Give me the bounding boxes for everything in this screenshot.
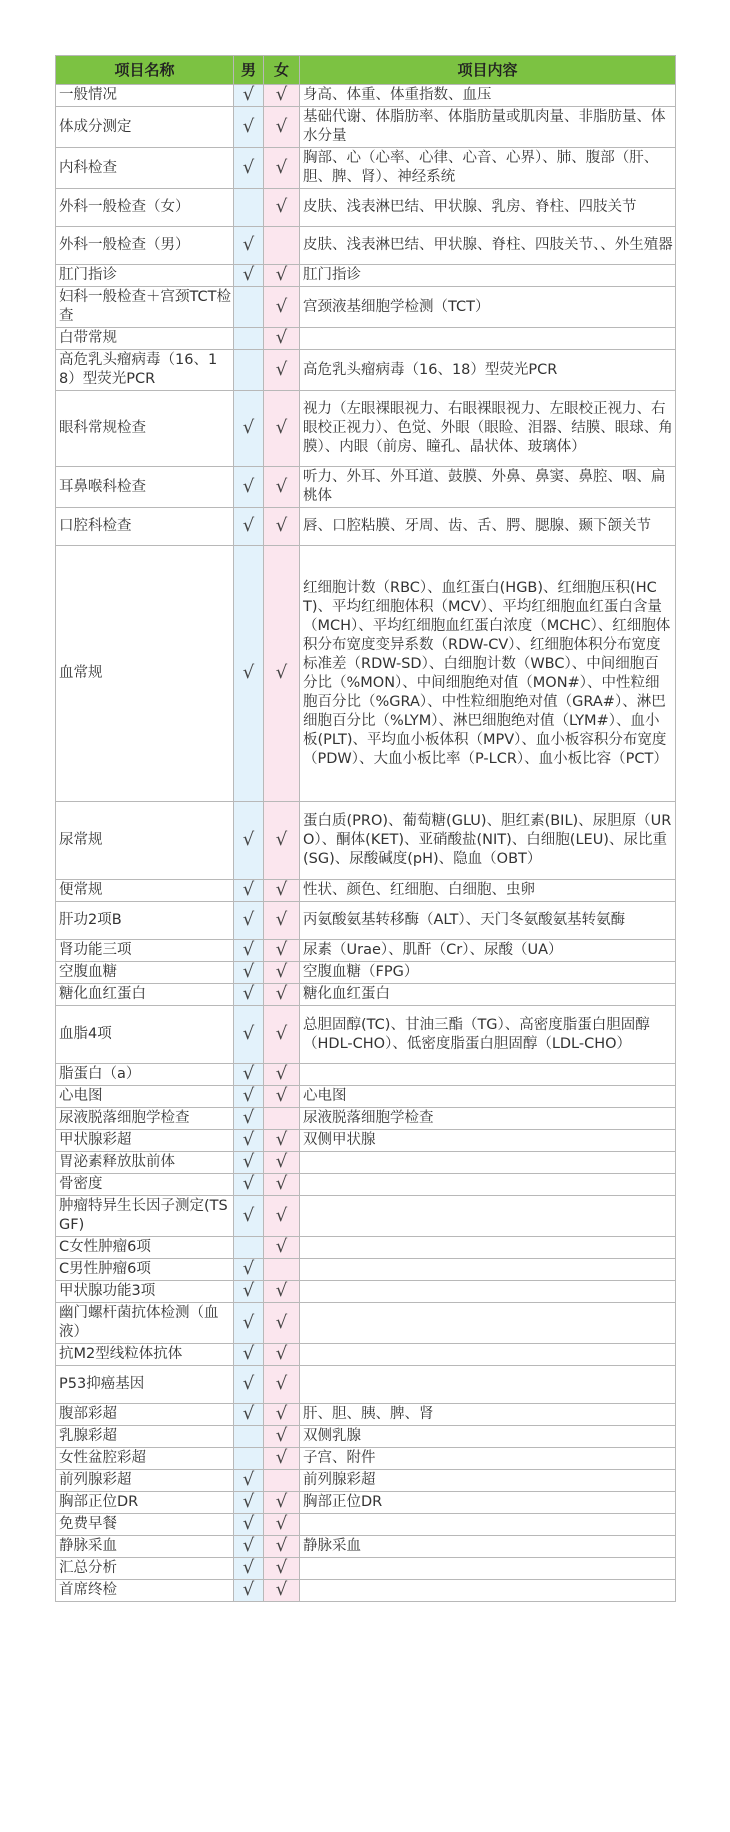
exam-items-table xyxy=(55,55,676,1602)
check-mark-icon: √ xyxy=(242,1557,255,1578)
check-mark-icon: √ xyxy=(275,939,288,960)
female-cell xyxy=(264,148,300,189)
check-mark-icon: √ xyxy=(242,1023,255,1044)
item-content-cell: 肝、胆、胰、脾、肾 xyxy=(300,1404,676,1426)
check-mark-icon: √ xyxy=(242,1151,255,1172)
check-mark-icon: √ xyxy=(242,961,255,982)
table-row xyxy=(56,1366,676,1404)
check-mark-icon: √ xyxy=(275,417,288,438)
item-name-cell: 内科检查 xyxy=(56,148,234,189)
male-cell xyxy=(234,1006,264,1064)
male-cell xyxy=(234,1259,264,1281)
item-name-cell: 免费早餐 xyxy=(56,1514,234,1536)
male-cell xyxy=(234,467,264,508)
female-cell xyxy=(264,1470,300,1492)
female-cell xyxy=(264,962,300,984)
item-name-cell: 抗M2型线粒体抗体 xyxy=(56,1344,234,1366)
table-row xyxy=(56,1404,676,1426)
item-name-cell: 胃泌素释放肽前体 xyxy=(56,1152,234,1174)
table-row xyxy=(56,802,676,880)
male-cell xyxy=(234,227,264,265)
item-name-cell: 眼科常规检查 xyxy=(56,391,234,467)
table-row xyxy=(56,1006,676,1064)
item-content-cell: 胸部、心（心率、心律、心音、心界）、肺、腹部（肝、胆、脾、肾）、神经系统 xyxy=(300,148,676,189)
check-mark-icon: √ xyxy=(275,1204,288,1226)
item-name-cell: 口腔科检查 xyxy=(56,508,234,546)
item-name-cell: P53抑癌基因 xyxy=(56,1366,234,1404)
check-mark-icon: √ xyxy=(275,264,288,285)
table-row xyxy=(56,189,676,227)
check-mark-icon: √ xyxy=(242,84,255,105)
male-cell xyxy=(234,1580,264,1602)
table-row xyxy=(56,1514,676,1536)
female-cell xyxy=(264,227,300,265)
item-content-cell: 双侧甲状腺 xyxy=(300,1130,676,1152)
table-row xyxy=(56,508,676,546)
item-content-cell: 尿液脱落细胞学检查 xyxy=(300,1108,676,1130)
check-mark-icon: √ xyxy=(242,1491,255,1512)
check-mark-icon: √ xyxy=(275,1513,288,1534)
check-mark-icon: √ xyxy=(242,1063,255,1084)
item-content-cell: 唇、口腔粘膜、牙周、齿、舌、腭、腮腺、颞下颌关节 xyxy=(300,508,676,546)
female-cell xyxy=(264,1366,300,1404)
check-mark-icon: √ xyxy=(275,1425,288,1446)
check-mark-icon: √ xyxy=(275,327,288,348)
table-row xyxy=(56,1426,676,1448)
male-cell xyxy=(234,962,264,984)
item-name-cell: 肛门指诊 xyxy=(56,265,234,287)
check-mark-icon: √ xyxy=(275,115,288,137)
check-mark-icon: √ xyxy=(275,156,288,178)
check-mark-icon: √ xyxy=(242,475,255,497)
item-name-cell: 甲状腺功能3项 xyxy=(56,1281,234,1303)
item-content-cell: 静脉采血 xyxy=(300,1536,676,1558)
item-name-cell: 肾功能三项 xyxy=(56,940,234,962)
item-content-cell xyxy=(300,328,676,350)
table-row xyxy=(56,1580,676,1602)
male-cell xyxy=(234,1064,264,1086)
item-name-cell: 汇总分析 xyxy=(56,1558,234,1580)
check-mark-icon: √ xyxy=(275,1403,288,1424)
male-cell xyxy=(234,1108,264,1130)
table-row xyxy=(56,1448,676,1470)
item-content-cell xyxy=(300,1237,676,1259)
item-content-cell: 宫颈液基细胞学检测（TCT） xyxy=(300,287,676,328)
item-name-cell: 尿液脱落细胞学检查 xyxy=(56,1108,234,1130)
check-mark-icon: √ xyxy=(242,1513,255,1534)
check-mark-icon: √ xyxy=(275,879,288,900)
female-cell xyxy=(264,1303,300,1344)
item-content-cell xyxy=(300,1259,676,1281)
male-cell xyxy=(234,1426,264,1448)
item-name-cell: 外科一般检查（女） xyxy=(56,189,234,227)
item-name-cell: C男性肿瘤6项 xyxy=(56,1259,234,1281)
item-content-cell: 身高、体重、体重指数、血压 xyxy=(300,85,676,107)
male-cell xyxy=(234,148,264,189)
item-content-cell: 总胆固醇(TC)、甘油三酯（TG）、高密度脂蛋白胆固醇（HDL-CHO）、低密度脂蛋白胆固醇（LDL-CHO） xyxy=(300,1006,676,1064)
table-row xyxy=(56,1130,676,1152)
check-mark-icon: √ xyxy=(275,1343,288,1364)
table-row xyxy=(56,1196,676,1237)
item-name-cell: 脂蛋白（a） xyxy=(56,1064,234,1086)
check-mark-icon: √ xyxy=(242,1343,255,1364)
item-content-cell: 丙氨酸氨基转移酶（ALT）、天门冬氨酸氨基转氨酶 xyxy=(300,902,676,940)
female-cell xyxy=(264,1580,300,1602)
table-row xyxy=(56,1108,676,1130)
check-mark-icon: √ xyxy=(242,879,255,900)
item-name-cell: 糖化血红蛋白 xyxy=(56,984,234,1006)
item-name-cell: 肝功2项B xyxy=(56,902,234,940)
item-name-cell: 乳腺彩超 xyxy=(56,1426,234,1448)
female-cell xyxy=(264,508,300,546)
item-content-cell xyxy=(300,1303,676,1344)
check-mark-icon: √ xyxy=(242,1373,255,1394)
female-cell xyxy=(264,287,300,328)
item-content-cell xyxy=(300,1064,676,1086)
item-content-cell: 心电图 xyxy=(300,1086,676,1108)
header-male: 男 xyxy=(234,56,264,85)
table-row xyxy=(56,1536,676,1558)
male-cell xyxy=(234,1174,264,1196)
item-content-cell: 胸部正位DR xyxy=(300,1492,676,1514)
female-cell xyxy=(264,265,300,287)
male-cell xyxy=(234,1130,264,1152)
item-name-cell: 腹部彩超 xyxy=(56,1404,234,1426)
check-mark-icon: √ xyxy=(242,1311,255,1333)
female-cell xyxy=(264,1152,300,1174)
item-name-cell: 妇科一般检查＋宫颈TCT检查 xyxy=(56,287,234,328)
check-mark-icon: √ xyxy=(275,662,288,683)
table-row xyxy=(56,1470,676,1492)
male-cell xyxy=(234,1470,264,1492)
check-mark-icon: √ xyxy=(275,1280,288,1301)
item-content-cell xyxy=(300,1344,676,1366)
header-item-content: 项目内容 xyxy=(300,56,676,85)
table-row xyxy=(56,328,676,350)
check-mark-icon: √ xyxy=(242,1085,255,1106)
check-mark-icon: √ xyxy=(242,1129,255,1150)
female-cell xyxy=(264,85,300,107)
check-mark-icon: √ xyxy=(275,909,288,930)
table-row xyxy=(56,227,676,265)
check-mark-icon: √ xyxy=(242,662,255,683)
female-cell xyxy=(264,1086,300,1108)
male-cell xyxy=(234,1237,264,1259)
table-row xyxy=(56,265,676,287)
check-mark-icon: √ xyxy=(242,1204,255,1226)
check-mark-icon: √ xyxy=(275,983,288,1004)
check-mark-icon: √ xyxy=(242,234,255,255)
item-name-cell: 空腹血糖 xyxy=(56,962,234,984)
item-name-cell: 静脉采血 xyxy=(56,1536,234,1558)
check-mark-icon: √ xyxy=(242,1535,255,1556)
female-cell xyxy=(264,467,300,508)
item-name-cell: 尿常规 xyxy=(56,802,234,880)
check-mark-icon: √ xyxy=(242,909,255,930)
item-content-cell: 子宫、附件 xyxy=(300,1448,676,1470)
check-mark-icon: √ xyxy=(242,515,255,536)
check-mark-icon: √ xyxy=(242,1280,255,1301)
check-mark-icon: √ xyxy=(242,1173,255,1194)
item-name-cell: 前列腺彩超 xyxy=(56,1470,234,1492)
item-content-cell: 性状、颜色、红细胞、白细胞、虫卵 xyxy=(300,880,676,902)
female-cell xyxy=(264,1448,300,1470)
check-mark-icon: √ xyxy=(275,1557,288,1578)
check-mark-icon: √ xyxy=(242,1579,255,1600)
check-mark-icon: √ xyxy=(275,196,288,217)
item-name-cell: 血常规 xyxy=(56,546,234,802)
item-name-cell: 肿瘤特异生长因子测定(TSGF) xyxy=(56,1196,234,1237)
check-mark-icon: √ xyxy=(275,1151,288,1172)
item-name-cell: 甲状腺彩超 xyxy=(56,1130,234,1152)
female-cell xyxy=(264,802,300,880)
female-cell xyxy=(264,107,300,148)
item-content-cell: 基础代谢、体脂肪率、体脂肪量或肌肉量、非脂肪量、体水分量 xyxy=(300,107,676,148)
item-content-cell: 糖化血红蛋白 xyxy=(300,984,676,1006)
female-cell xyxy=(264,1281,300,1303)
table-row xyxy=(56,1281,676,1303)
male-cell xyxy=(234,984,264,1006)
table-row xyxy=(56,287,676,328)
male-cell xyxy=(234,508,264,546)
table-row xyxy=(56,1259,676,1281)
check-mark-icon: √ xyxy=(242,156,255,178)
male-cell xyxy=(234,1536,264,1558)
check-mark-icon: √ xyxy=(242,115,255,137)
male-cell xyxy=(234,1514,264,1536)
check-mark-icon: √ xyxy=(275,1311,288,1333)
check-mark-icon: √ xyxy=(242,1258,255,1279)
check-mark-icon: √ xyxy=(275,961,288,982)
check-mark-icon: √ xyxy=(275,475,288,497)
item-name-cell: 血脂4项 xyxy=(56,1006,234,1064)
table-row xyxy=(56,107,676,148)
item-content-cell: 红细胞计数（RBC）、血红蛋白(HGB)、红细胞压积(HCT)、平均红细胞体积（MCV）、平均红细胞血红蛋白含量（MCH）、平均红细胞血红蛋白浓度（MCHC）、红细胞体积分布宽度变异系数（RDW-CV）、红细胞体积分布宽度标准差（RDW-SD）、白细胞计数（WBC）、中间细胞百分比（%MON）、中间细胞绝对值（MON#）、中性粒细胞百分比（%GRA）、中性粒细胞绝对值（GRA#）、淋巴细胞百分比（%LYM）、淋巴细胞绝对值（LYM#）、血小板(PLT)、平均血小板体积（MPV）、血小板容积分布宽度（PDW）、大血小板比率（P-LCR）、血小板比容（PCT） xyxy=(300,546,676,802)
male-cell xyxy=(234,1086,264,1108)
male-cell xyxy=(234,902,264,940)
check-mark-icon: √ xyxy=(275,1085,288,1106)
female-cell xyxy=(264,546,300,802)
check-mark-icon: √ xyxy=(275,829,288,850)
check-mark-icon: √ xyxy=(275,295,288,317)
female-cell xyxy=(264,189,300,227)
table-row xyxy=(56,940,676,962)
item-content-cell xyxy=(300,1196,676,1237)
item-name-cell: 心电图 xyxy=(56,1086,234,1108)
item-content-cell xyxy=(300,1558,676,1580)
header-item-name: 项目名称 xyxy=(56,56,234,85)
item-name-cell: 白带常规 xyxy=(56,328,234,350)
check-mark-icon: √ xyxy=(275,1063,288,1084)
female-cell xyxy=(264,1259,300,1281)
female-cell xyxy=(264,1344,300,1366)
male-cell xyxy=(234,287,264,328)
male-cell xyxy=(234,1281,264,1303)
table-row xyxy=(56,1174,676,1196)
female-cell xyxy=(264,391,300,467)
item-name-cell: 幽门螺杆菌抗体检测（血液） xyxy=(56,1303,234,1344)
check-mark-icon: √ xyxy=(242,1469,255,1490)
item-content-cell: 皮肤、浅表淋巴结、甲状腺、乳房、脊柱、四肢关节 xyxy=(300,189,676,227)
item-content-cell: 肛门指诊 xyxy=(300,265,676,287)
male-cell xyxy=(234,328,264,350)
male-cell xyxy=(234,1558,264,1580)
check-mark-icon: √ xyxy=(275,1129,288,1150)
check-mark-icon: √ xyxy=(275,1173,288,1194)
item-content-cell xyxy=(300,1281,676,1303)
item-content-cell: 空腹血糖（FPG） xyxy=(300,962,676,984)
check-mark-icon: √ xyxy=(242,417,255,438)
item-content-cell xyxy=(300,1174,676,1196)
item-name-cell: 体成分测定 xyxy=(56,107,234,148)
item-name-cell: 外科一般检查（男） xyxy=(56,227,234,265)
item-name-cell: 一般情况 xyxy=(56,85,234,107)
table-row xyxy=(56,148,676,189)
item-content-cell: 双侧乳腺 xyxy=(300,1426,676,1448)
male-cell xyxy=(234,265,264,287)
table-row xyxy=(56,902,676,940)
item-name-cell: 首席终检 xyxy=(56,1580,234,1602)
male-cell xyxy=(234,1366,264,1404)
item-name-cell: 女性盆腔彩超 xyxy=(56,1448,234,1470)
item-name-cell: 高危乳头瘤病毒（16、18）型荧光PCR xyxy=(56,350,234,391)
check-mark-icon: √ xyxy=(242,1403,255,1424)
check-mark-icon: √ xyxy=(275,84,288,105)
check-mark-icon: √ xyxy=(242,264,255,285)
table-row xyxy=(56,546,676,802)
male-cell xyxy=(234,189,264,227)
female-cell xyxy=(264,880,300,902)
female-cell xyxy=(264,1558,300,1580)
item-content-cell: 皮肤、浅表淋巴结、甲状腺、脊柱、四肢关节、、外生殖器 xyxy=(300,227,676,265)
item-content-cell: 蛋白质(PRO)、葡萄糖(GLU)、胆红素(BIL)、尿胆原（URO）、酮体(KET)、亚硝酸盐(NIT)、白细胞(LEU)、尿比重(SG)、尿酸碱度(pH)、隐血（OBT） xyxy=(300,802,676,880)
header-row xyxy=(56,56,676,85)
item-name-cell: 耳鼻喉科检查 xyxy=(56,467,234,508)
female-cell xyxy=(264,902,300,940)
male-cell xyxy=(234,880,264,902)
table-row xyxy=(56,880,676,902)
female-cell xyxy=(264,1108,300,1130)
check-mark-icon: √ xyxy=(275,1535,288,1556)
table-row xyxy=(56,1237,676,1259)
item-content-cell: 听力、外耳、外耳道、鼓膜、外鼻、鼻窦、鼻腔、咽、扁桃体 xyxy=(300,467,676,508)
check-mark-icon: √ xyxy=(275,1236,288,1257)
male-cell xyxy=(234,1303,264,1344)
male-cell xyxy=(234,350,264,391)
female-cell xyxy=(264,1064,300,1086)
male-cell xyxy=(234,1152,264,1174)
table-row xyxy=(56,1344,676,1366)
female-cell xyxy=(264,984,300,1006)
female-cell xyxy=(264,350,300,391)
table-row xyxy=(56,1492,676,1514)
header-female: 女 xyxy=(264,56,300,85)
table-row xyxy=(56,350,676,391)
female-cell xyxy=(264,1514,300,1536)
item-content-cell xyxy=(300,1514,676,1536)
item-name-cell: C女性肿瘤6项 xyxy=(56,1237,234,1259)
check-mark-icon: √ xyxy=(242,829,255,850)
item-name-cell: 骨密度 xyxy=(56,1174,234,1196)
item-content-cell xyxy=(300,1580,676,1602)
table-row xyxy=(56,984,676,1006)
table-row xyxy=(56,1086,676,1108)
item-content-cell: 前列腺彩超 xyxy=(300,1470,676,1492)
check-mark-icon: √ xyxy=(275,358,288,380)
check-mark-icon: √ xyxy=(275,1447,288,1468)
table-row xyxy=(56,1558,676,1580)
male-cell xyxy=(234,1492,264,1514)
table-row xyxy=(56,1064,676,1086)
table-row xyxy=(56,962,676,984)
female-cell xyxy=(264,1174,300,1196)
item-content-cell xyxy=(300,1366,676,1404)
item-name-cell: 胸部正位DR xyxy=(56,1492,234,1514)
male-cell xyxy=(234,546,264,802)
table-row xyxy=(56,85,676,107)
male-cell xyxy=(234,940,264,962)
item-content-cell: 视力（左眼裸眼视力、右眼裸眼视力、左眼校正视力、右眼校正视力）、色觉、外眼（眼睑、泪器、结膜、眼球、角膜）、内眼（前房、瞳孔、晶状体、玻璃体） xyxy=(300,391,676,467)
female-cell xyxy=(264,1006,300,1064)
table-row xyxy=(56,467,676,508)
check-mark-icon: √ xyxy=(275,1023,288,1044)
check-mark-icon: √ xyxy=(275,1491,288,1512)
check-mark-icon: √ xyxy=(242,1107,255,1128)
check-mark-icon: √ xyxy=(275,1373,288,1394)
female-cell xyxy=(264,940,300,962)
female-cell xyxy=(264,1130,300,1152)
table-row xyxy=(56,391,676,467)
male-cell xyxy=(234,391,264,467)
male-cell xyxy=(234,1404,264,1426)
male-cell xyxy=(234,1344,264,1366)
male-cell xyxy=(234,85,264,107)
check-mark-icon: √ xyxy=(242,983,255,1004)
male-cell xyxy=(234,802,264,880)
item-name-cell: 便常规 xyxy=(56,880,234,902)
item-content-cell: 高危乳头瘤病毒（16、18）型荧光PCR xyxy=(300,350,676,391)
female-cell xyxy=(264,1196,300,1237)
female-cell xyxy=(264,328,300,350)
male-cell xyxy=(234,1196,264,1237)
check-mark-icon: √ xyxy=(242,939,255,960)
female-cell xyxy=(264,1536,300,1558)
item-content-cell xyxy=(300,1152,676,1174)
check-mark-icon: √ xyxy=(275,1579,288,1600)
female-cell xyxy=(264,1404,300,1426)
exam-items-sheet xyxy=(55,55,675,1602)
male-cell xyxy=(234,1448,264,1470)
check-mark-icon: √ xyxy=(275,515,288,536)
female-cell xyxy=(264,1426,300,1448)
item-content-cell: 尿素（Urae）、肌酐（Cr）、尿酸（UA） xyxy=(300,940,676,962)
table-row xyxy=(56,1303,676,1344)
male-cell xyxy=(234,107,264,148)
table-row xyxy=(56,1152,676,1174)
female-cell xyxy=(264,1237,300,1259)
female-cell xyxy=(264,1492,300,1514)
